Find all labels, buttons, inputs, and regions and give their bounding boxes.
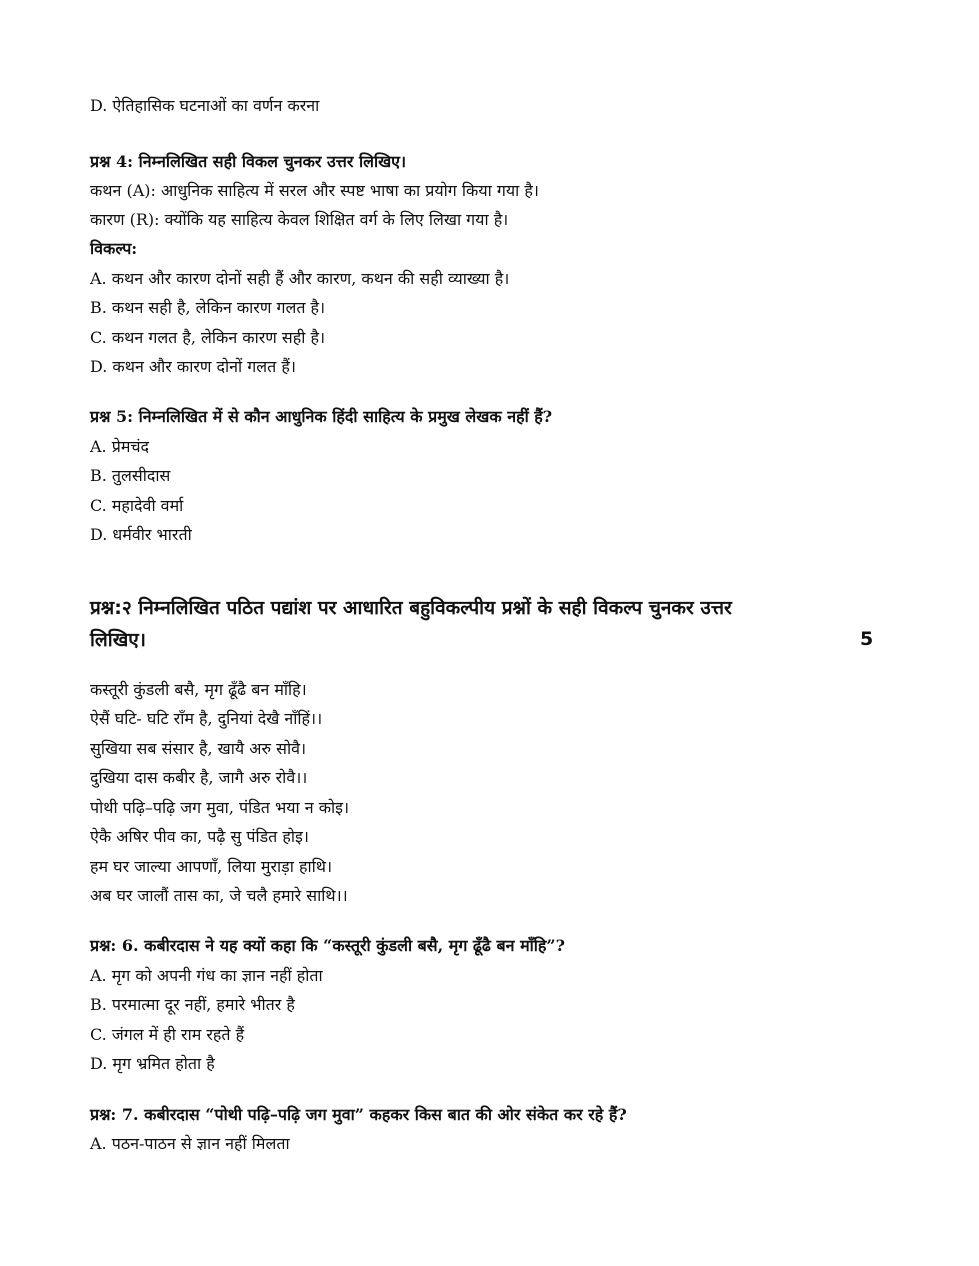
- q7-question: प्रश्न: 7. कबीरदास “पोथी पढ़ि–पढ़ि जग मुवा” कहकर किस बात की ओर संकेत कर रहे हैं?: [90, 1105, 627, 1124]
- q5-question: प्रश्न 5: निम्नलिखित में से कौन आधुनिक हिंदी साहित्य के प्रमुख लेखक नहीं हैं?: [90, 407, 553, 426]
- section2-marks: 5: [860, 628, 874, 650]
- q7-option-a: A. पठन-पाठन से ज्ञान नहीं मिलता: [90, 1134, 290, 1153]
- previous-option-d: D. ऐतिहासिक घटनाओं का वर्णन करना: [90, 96, 320, 115]
- q4-option-a: A. कथन और कारण दोनों सही हैं और कारण, कथन की सही व्याख्या है।: [90, 269, 510, 288]
- q4-assertion: कथन (A): आधुनिक साहित्य में सरल और स्पष्ट भाषा का प्रयोग किया गया है।: [90, 181, 539, 200]
- q6-option-c: C. जंगल में ही राम रहते हैं: [90, 1025, 245, 1044]
- q4-option-d: D. कथन और कारण दोनों गलत हैं।: [90, 357, 296, 376]
- section2-heading-line2: लिखिए।: [90, 629, 146, 651]
- q4-reason: कारण (R): क्योंकि यह साहित्य केवल शिक्षित वर्ग के लिए लिखा गया है।: [90, 210, 509, 229]
- section2-heading-line1: प्रश्न:२ निम्नलिखित पठित पद्यांश पर आधारित बहुविकल्पीय प्रश्नों के सही विकल्प चुनकर उत्तर: [90, 597, 732, 619]
- poem-line: ऐकै अषिर पीव का, पढ़ै सु पंडित होइ।: [90, 827, 309, 846]
- poem-line: अब घर जालौं तास का, जे चलै हमारे साथि।।: [90, 886, 348, 905]
- q6-question: प्रश्न: 6. कबीरदास ने यह क्यों कहा कि “कस्तूरी कुंडली बसै, मृग ढूँढै बन माँहि”?: [90, 936, 566, 955]
- poem-line: कस्तूरी कुंडली बसै, मृग ढूँढै बन माँहि।: [90, 680, 307, 699]
- poem-line: सुखिया सब संसार है, खायै अरु सोवै।: [90, 739, 307, 758]
- q4-option-b: B. कथन सही है, लेकिन कारण गलत है।: [90, 298, 326, 317]
- q6-option-a: A. मृग को अपनी गंध का ज्ञान नहीं होता: [90, 966, 323, 985]
- q5-option-b: B. तुलसीदास: [90, 466, 171, 485]
- q5-option-d: D. धर्मवीर भारती: [90, 525, 192, 544]
- q4-option-c: C. कथन गलत है, लेकिन कारण सही है।: [90, 328, 326, 347]
- poem-line: पोथी पढ़ि–पढ़ि जग मुवा, पंडित भया न कोइ।: [90, 798, 350, 817]
- poem-line: दुखिया दास कबीर है, जागै अरु रोवै।।: [90, 768, 308, 787]
- q6-option-b: B. परमात्मा दूर नहीं, हमारे भीतर है: [90, 995, 295, 1014]
- poem-line: हम घर जाल्या आपणाँ, लिया मुराड़ा हाथि।: [90, 857, 333, 876]
- q4-options-label: विकल्प:: [90, 239, 138, 258]
- q4-question: प्रश्न 4: निम्नलिखित सही विकल चुनकर उत्तर लिखिए।: [90, 152, 407, 171]
- q6-option-d: D. मृग भ्रमित होता है: [90, 1054, 215, 1073]
- q5-option-c: C. महादेवी वर्मा: [90, 496, 184, 515]
- poem-line: ऐसैं घटि- घटि राँम है, दुनियां देखै नाँहिं।।: [90, 709, 323, 728]
- q5-option-a: A. प्रेमचंद: [90, 437, 150, 456]
